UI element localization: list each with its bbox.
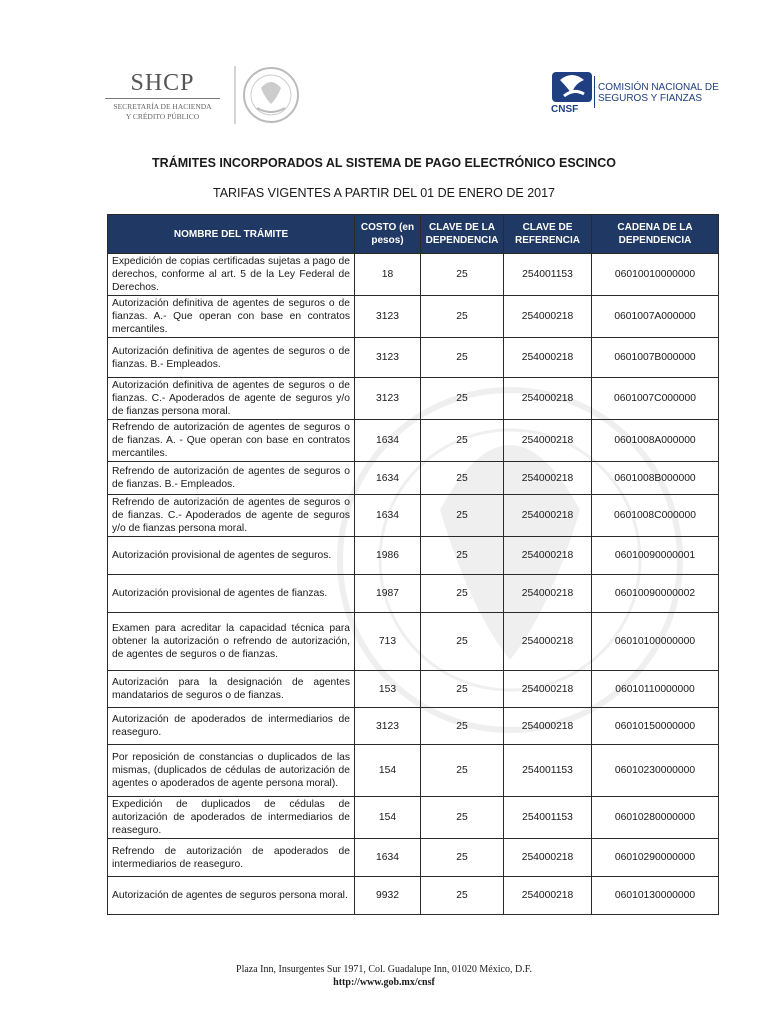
cell-clave-referencia: 254000218: [504, 613, 592, 671]
cell-clave-referencia: 254000218: [504, 877, 592, 915]
table-row: [108, 839, 719, 877]
cell-cadena: 06010230000000: [592, 745, 719, 797]
cell-clave-dependencia: 25: [421, 575, 504, 613]
cnsf-line-1: COMISIÓN NACIONAL DE: [598, 82, 719, 93]
cell-clave-referencia: 254000218: [504, 495, 592, 537]
cell-cadena: 0601007C000000: [592, 378, 719, 420]
cell-clave-referencia: 254000218: [504, 708, 592, 745]
document-title: TRÁMITES INCORPORADOS AL SISTEMA DE PAGO ELECTRÓNICO ESCINCO: [152, 156, 616, 170]
cell-tramite: Examen para acreditar la capacidad técnica para obtener la autorización o refrendo de autorización, de agentes de seguros o de fianzas.: [108, 613, 355, 671]
cell-tramite: Autorización provisional de agentes de seguros.: [108, 537, 355, 575]
cell-clave-dependencia: 25: [421, 745, 504, 797]
cell-costo: 154: [355, 745, 421, 797]
cell-tramite: Por reposición de constancias o duplicados de las mismas, (duplicados de cédulas de autorización de agentes o apoderados de agente persona moral).: [108, 745, 355, 797]
cell-clave-dependencia: 25: [421, 462, 504, 495]
cell-costo: 1634: [355, 462, 421, 495]
cell-costo: 153: [355, 671, 421, 708]
col-header-clave-referencia: CLAVE DE REFERENCIA: [504, 215, 592, 254]
cell-tramite: Autorización provisional de agentes de fianzas.: [108, 575, 355, 613]
cell-clave-referencia: 254000218: [504, 575, 592, 613]
cell-clave-dependencia: 25: [421, 671, 504, 708]
cell-tramite: Autorización definitiva de agentes de seguros o de fianzas. C.- Apoderados de agente de seguros y/o de fianzas persona moral.: [108, 378, 355, 420]
cell-cadena: 0601008B000000: [592, 462, 719, 495]
cell-costo: 3123: [355, 708, 421, 745]
cell-cadena: 06010100000000: [592, 613, 719, 671]
col-header-cadena: CADENA DE LA DEPENDENCIA: [592, 215, 719, 254]
cell-clave-dependencia: 25: [421, 420, 504, 462]
table-row: [108, 797, 719, 839]
table-body: [108, 254, 719, 915]
col-header-costo: COSTO (en pesos): [355, 215, 421, 254]
table-row: [108, 537, 719, 575]
cell-tramite: Autorización de agentes de seguros persona moral.: [108, 877, 355, 915]
cell-tramite: Expedición de copias certificadas sujetas a pago de derechos, conforme al art. 5 de la Ley Federal de Derechos.: [108, 254, 355, 296]
cell-cadena: 06010090000001: [592, 537, 719, 575]
table-row: [108, 877, 719, 915]
cell-costo: 713: [355, 613, 421, 671]
cell-costo: 1634: [355, 839, 421, 877]
cell-clave-dependencia: 25: [421, 495, 504, 537]
cell-clave-referencia: 254000218: [504, 420, 592, 462]
table-row: [108, 575, 719, 613]
table-row: [108, 745, 719, 797]
cell-costo: 154: [355, 797, 421, 839]
shcp-subtitle-2: Y CRÉDITO PÚBLICO: [125, 112, 200, 121]
cell-tramite: Autorización para la designación de agentes mandatarios de seguros o de fianzas.: [108, 671, 355, 708]
cnsf-abbr: CNSF: [551, 104, 579, 115]
shcp-divider: [105, 98, 220, 99]
cell-clave-referencia: 254000218: [504, 338, 592, 378]
table-row: [108, 495, 719, 537]
cell-tramite: Autorización definitiva de agentes de seguros o de fianzas. B.- Empleados.: [108, 338, 355, 378]
cell-clave-referencia: 254000218: [504, 839, 592, 877]
cell-costo: 1986: [355, 537, 421, 575]
table-row: [108, 338, 719, 378]
cell-cadena: 06010110000000: [592, 671, 719, 708]
cell-costo: 3123: [355, 296, 421, 338]
cell-cadena: 06010280000000: [592, 797, 719, 839]
table-row: [108, 378, 719, 420]
cell-clave-referencia: 254001153: [504, 254, 592, 296]
cell-cadena: 06010010000000: [592, 254, 719, 296]
cell-clave-dependencia: 25: [421, 708, 504, 745]
cell-clave-dependencia: 25: [421, 296, 504, 338]
cell-clave-referencia: 254000218: [504, 537, 592, 575]
cell-tramite: Autorización definitiva de agentes de seguros o de fianzas. A.- Que operan con base en contratos mercantiles.: [108, 296, 355, 338]
cell-costo: 18: [355, 254, 421, 296]
cell-clave-dependencia: 25: [421, 254, 504, 296]
cell-clave-referencia: 254000218: [504, 671, 592, 708]
cell-cadena: 0601008A000000: [592, 420, 719, 462]
cell-costo: 1987: [355, 575, 421, 613]
cell-clave-dependencia: 25: [421, 378, 504, 420]
col-header-nombre: NOMBRE DEL TRÁMITE: [108, 215, 355, 254]
cell-clave-referencia: 254000218: [504, 296, 592, 338]
shcp-logo: SHCP: [130, 70, 195, 96]
document-subtitle: TARIFAS VIGENTES A PARTIR DEL 01 DE ENERO DE 2017: [212, 186, 556, 200]
footer-url: http://www.gob.mx/cnsf: [333, 977, 435, 988]
footer: [0, 963, 768, 989]
cell-costo: 3123: [355, 378, 421, 420]
cell-clave-referencia: 254001153: [504, 797, 592, 839]
cell-cadena: 0601007A000000: [592, 296, 719, 338]
footer-address: Plaza Inn, Insurgentes Sur 1971, Col. Guadalupe Inn, 01020 México, D.F.: [236, 964, 532, 975]
table-row: [108, 671, 719, 708]
cell-costo: 3123: [355, 338, 421, 378]
cell-clave-dependencia: 25: [421, 797, 504, 839]
cell-tramite: Expedición de duplicados de cédulas de autorización de apoderados de intermediarios de reaseguro.: [108, 797, 355, 839]
cnsf-name: [598, 82, 719, 104]
cell-clave-dependencia: 25: [421, 877, 504, 915]
mexico-seal-icon: [233, 64, 299, 126]
cell-clave-dependencia: 25: [421, 839, 504, 877]
cell-cadena: 06010090000002: [592, 575, 719, 613]
table-row: [108, 420, 719, 462]
fees-table: [107, 214, 719, 915]
table-header-row: [108, 215, 719, 254]
cell-clave-referencia: 254000218: [504, 462, 592, 495]
cell-cadena: 0601008C000000: [592, 495, 719, 537]
cell-cadena: 06010290000000: [592, 839, 719, 877]
cell-costo: 9932: [355, 877, 421, 915]
cell-cadena: 06010130000000: [592, 877, 719, 915]
cell-clave-dependencia: 25: [421, 613, 504, 671]
cell-clave-dependencia: 25: [421, 338, 504, 378]
table-row: [108, 708, 719, 745]
shcp-logo-block: [105, 70, 220, 122]
cell-costo: 1634: [355, 420, 421, 462]
cell-tramite: Refrendo de autorización de agentes de seguros o de fianzas. C.- Apoderados de agente de seguros y/o de fianzas persona moral.: [108, 495, 355, 537]
cell-clave-dependencia: 25: [421, 537, 504, 575]
cell-tramite: Refrendo de autorización de apoderados de intermediarios de reaseguro.: [108, 839, 355, 877]
table-row: [108, 254, 719, 296]
cell-costo: 1634: [355, 495, 421, 537]
table-row: [108, 296, 719, 338]
cell-clave-referencia: 254001153: [504, 745, 592, 797]
cnsf-line-2: SEGUROS Y FIANZAS: [598, 93, 703, 104]
cell-tramite: Autorización de apoderados de intermediarios de reaseguro.: [108, 708, 355, 745]
cell-clave-referencia: 254000218: [504, 378, 592, 420]
cell-tramite: Refrendo de autorización de agentes de seguros o de fianzas. B.- Empleados.: [108, 462, 355, 495]
table-row: [108, 462, 719, 495]
shcp-subtitle-1: SECRETARÍA DE HACIENDA: [113, 102, 212, 111]
col-header-clave-dependencia: CLAVE DE LA DEPENDENCIA: [421, 215, 504, 254]
cell-cadena: 06010150000000: [592, 708, 719, 745]
table-row: [108, 613, 719, 671]
cell-tramite: Refrendo de autorización de agentes de seguros o de fianzas. A. - Que operan con base en contratos mercantiles.: [108, 420, 355, 462]
cell-cadena: 0601007B000000: [592, 338, 719, 378]
